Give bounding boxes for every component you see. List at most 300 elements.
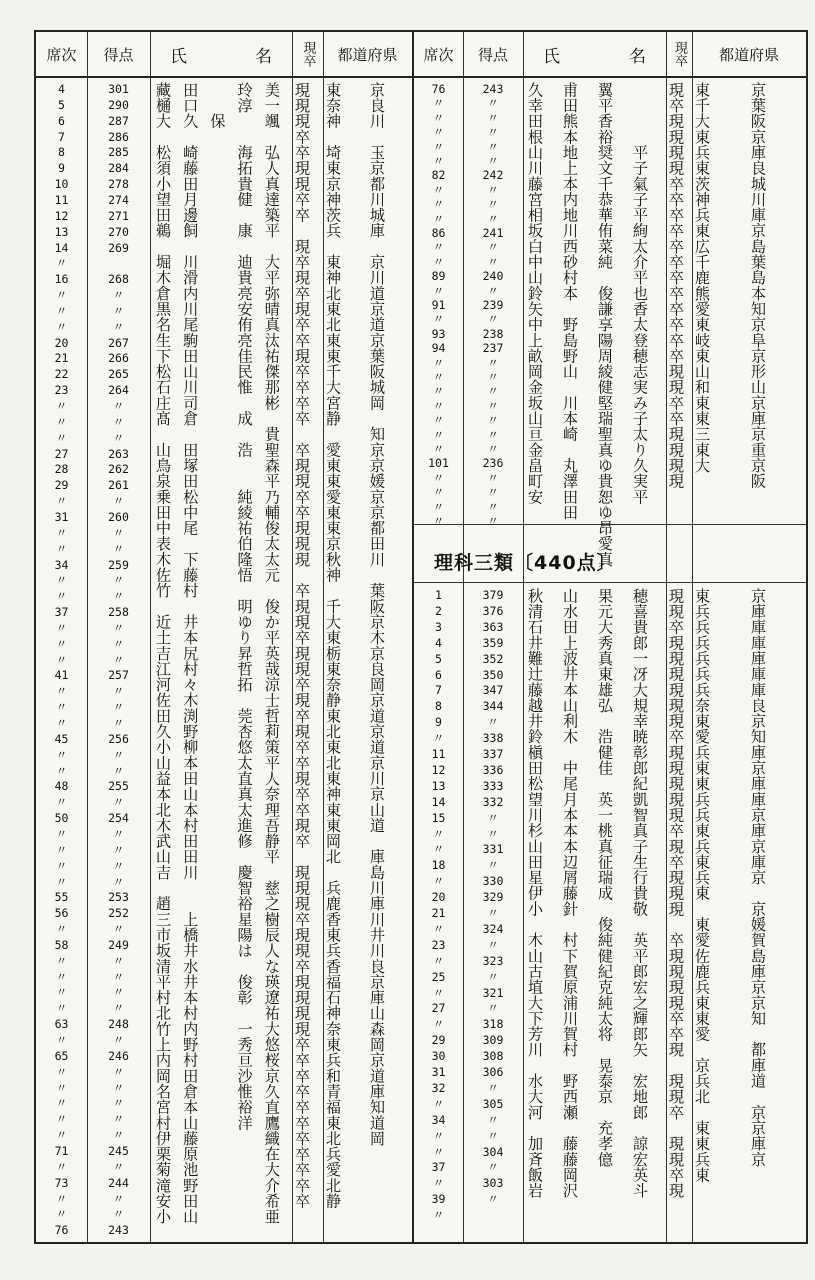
- rank-cell: 〃: [55, 399, 68, 413]
- score-cell: 〃: [112, 494, 125, 509]
- score-cell: 254: [108, 811, 129, 826]
- rank-cell: 18: [431, 858, 446, 873]
- rank-cell: 〃: [55, 303, 68, 318]
- score-cell: 285: [108, 145, 129, 160]
- rank-cell: 〃: [432, 1017, 445, 1032]
- score-cell: 〃: [112, 319, 125, 334]
- rank-cell: 〃: [432, 384, 445, 399]
- rank-cell: 〃: [55, 922, 68, 937]
- grid-line: [523, 32, 524, 1242]
- score-cell: 268: [108, 272, 129, 287]
- score-cell: 〃: [112, 620, 125, 635]
- score-cell: 〃: [487, 110, 499, 125]
- prefecture-column-section3: [693, 588, 805, 1242]
- prefecture-vertical-line: 京良川 玉京都川城庫 京川道京道京葉阪城岡 知京京媛京京都田川 葉阪京木京良岡京道京道京川京山道 庫島川庫川井川良京庫山森岡京道庫知道岡: [368, 82, 386, 1147]
- name-vertical-line: 秋清石井難辻藤越井鈴槇田松望川杉山田星伊小 木山古埴大下芳川 水大河 加斉飯岩: [526, 588, 544, 1199]
- rank-cell: 〃: [432, 921, 445, 936]
- score-cell: 332: [482, 794, 504, 809]
- rank-cell: 11: [54, 192, 69, 207]
- score-cell: 〃: [487, 283, 499, 298]
- score-cell: 237: [482, 341, 504, 356]
- score-cell: 〃: [487, 937, 499, 952]
- rank-cell: 16: [54, 272, 69, 287]
- score-cell: 261: [108, 478, 129, 493]
- score-cell: 〃: [112, 826, 125, 841]
- rank-cell: 10: [54, 177, 69, 192]
- rank-cell: 5: [58, 97, 65, 112]
- rank-cell: 34: [431, 1112, 446, 1127]
- score-cell: 〃: [487, 240, 499, 255]
- rank-cell: 〃: [432, 254, 445, 269]
- rank-cell: 〃: [55, 1128, 68, 1143]
- section-divider-bottom: [413, 582, 806, 583]
- rank-cell: 〃: [55, 620, 68, 635]
- prefecture-vertical-line: 京庫庫庫庫庫庫良京知庫京庫庫京庫京庫京 京媛賀島庫京京知 都庫道 京京庫京: [749, 588, 767, 1168]
- rank-cell: 〃: [55, 1080, 68, 1095]
- score-cell: 242: [482, 168, 504, 183]
- score-cell: 〃: [112, 1128, 125, 1143]
- rank-cell: 〃: [432, 1096, 445, 1111]
- rank-cell: 〃: [55, 1064, 68, 1079]
- prefecture-vertical-line: 京葉阪京庫良城川庫京島葉島本知京阜京形山京庫京重京阪: [749, 82, 767, 489]
- rank-cell: 〃: [432, 413, 445, 428]
- prefecture-column-right-top: [693, 82, 805, 522]
- results-table: [34, 30, 808, 1244]
- header-name-right: [523, 32, 666, 76]
- score-cell: 〃: [487, 1080, 499, 1095]
- rank-cell: 9: [435, 715, 442, 730]
- score-cell: 〃: [487, 514, 499, 528]
- name-vertical-line: 保: [208, 82, 227, 1147]
- rank-cell: 7: [435, 683, 442, 698]
- rank-cell: 〃: [432, 499, 445, 514]
- score-cell: 〃: [487, 499, 499, 514]
- rank-column-right-top: [414, 82, 463, 528]
- score-cell: 344: [482, 699, 504, 714]
- score-cell: 〃: [487, 810, 499, 825]
- rank-cell: 〃: [432, 826, 445, 841]
- score-cell: 〃: [112, 922, 125, 937]
- rank-cell: 〃: [432, 442, 445, 456]
- rank-cell: 23: [431, 937, 446, 952]
- header-rank-right: 席次: [423, 45, 454, 64]
- rank-cell: 〃: [432, 370, 445, 384]
- score-cell: 309: [482, 1033, 504, 1048]
- rank-cell: 〃: [55, 256, 68, 271]
- rank-cell: 94: [431, 341, 446, 356]
- score-cell: 287: [108, 113, 129, 128]
- score-cell: 〃: [487, 442, 499, 456]
- score-cell: 278: [108, 177, 129, 192]
- score-cell: 〃: [487, 197, 499, 212]
- score-cell: 350: [482, 667, 504, 682]
- rank-column: [36, 82, 87, 1242]
- score-cell: 321: [482, 985, 504, 1000]
- score-cell: 〃: [487, 355, 499, 370]
- rank-cell: 〃: [432, 1144, 445, 1159]
- rank-cell: 2: [435, 603, 442, 618]
- rank-cell: 〃: [55, 747, 68, 762]
- score-cell: 〃: [487, 312, 499, 327]
- score-cell: 284: [108, 161, 129, 176]
- score-cell: 252: [108, 906, 129, 921]
- score-cell: 238: [482, 326, 504, 341]
- prefecture-vertical-line: 東兵兵兵兵兵兵奈東愛兵東東兵兵東兵東兵東 東愛佐鹿兵東東愛 京兵北 東東兵東: [693, 588, 711, 1183]
- rank-cell: 20: [431, 890, 446, 905]
- score-cell: 248: [108, 1017, 129, 1032]
- rank-cell: 48: [54, 779, 69, 794]
- score-cell: 〃: [487, 211, 499, 226]
- rank-cell: 〃: [432, 110, 445, 125]
- rank-cell: 12: [431, 762, 446, 777]
- name-vertical-line: 翼平香裕奨文千恭華侑菜純 俊謙享陽周綾健堅瑞聖真ゆ貴恕ゆ昂愛真: [596, 82, 614, 568]
- rank-cell: 〃: [432, 985, 445, 1000]
- header-status-right: 現卒: [672, 41, 687, 67]
- rank-cell: 〃: [432, 139, 445, 154]
- rank-cell: 〃: [432, 470, 445, 485]
- score-cell: 359: [482, 635, 504, 650]
- prefecture-column: [324, 82, 412, 1242]
- score-cell: 269: [108, 240, 129, 255]
- score-cell: 262: [108, 462, 129, 477]
- score-cell: 290: [108, 97, 129, 112]
- prefecture-vertical-line: 東千大東兵東茨神兵東広千鹿熊愛東岐東山和東東三東大: [693, 82, 711, 474]
- rank-cell: 13: [54, 224, 69, 239]
- score-cell: 265: [108, 367, 129, 382]
- rank-cell: 28: [54, 462, 69, 477]
- name-vertical-line: 田口久 崎藤田月邊飼 川滑内川尾駒田山川司倉 田塚田松中尾 下藤村 井本尻村々木渕野柳本田山本村田田川 上橋井水井本村内野村田倉本山藤原池野田山: [181, 82, 200, 1225]
- score-cell: 〃: [487, 370, 499, 384]
- rank-cell: 〃: [432, 842, 445, 857]
- rank-cell: 31: [431, 1065, 446, 1079]
- score-cell: 〃: [112, 874, 125, 889]
- score-cell: 〃: [112, 636, 125, 651]
- score-cell: 〃: [112, 303, 125, 318]
- rank-cell: 〃: [432, 197, 445, 212]
- rank-cell: 8: [58, 145, 65, 160]
- rank-cell: 〃: [432, 125, 445, 140]
- name-vertical-line: 平子氣子平絢太介平也香太登穂志実み子太り久実平: [631, 82, 649, 505]
- header-prefecture: 都道府県: [337, 45, 398, 64]
- score-cell: 〃: [112, 288, 125, 303]
- score-cell: 〃: [487, 906, 499, 920]
- rank-cell: 〃: [55, 1191, 68, 1206]
- score-column-right-top: [463, 82, 523, 528]
- rank-cell: 〃: [432, 731, 445, 746]
- score-cell: 〃: [112, 763, 125, 778]
- score-cell: 270: [108, 224, 129, 239]
- score-cell: 324: [482, 921, 504, 936]
- rank-cell: 23: [54, 383, 69, 398]
- score-cell: 244: [108, 1175, 129, 1190]
- rank-cell: 4: [58, 82, 65, 96]
- status-column-section3: [667, 588, 692, 1242]
- name-column-right-top: [526, 82, 666, 568]
- status-column: [293, 82, 323, 1242]
- rank-cell: 65: [54, 1048, 69, 1063]
- score-cell: 305: [482, 1096, 504, 1111]
- rank-column-section3: [414, 588, 463, 1242]
- header-divider: [36, 76, 806, 78]
- score-cell: 〃: [112, 414, 125, 429]
- score-cell: 301: [108, 82, 129, 96]
- score-cell: 〃: [112, 652, 125, 667]
- rank-cell: 〃: [432, 240, 445, 255]
- score-cell: 236: [482, 456, 504, 471]
- score-cell: 〃: [487, 715, 499, 730]
- rank-cell: 39: [431, 1192, 446, 1207]
- rank-cell: 〃: [55, 589, 68, 604]
- rank-cell: 91: [431, 298, 446, 312]
- rank-cell: 50: [54, 811, 69, 826]
- score-cell: 〃: [487, 254, 499, 269]
- score-cell: 243: [108, 1223, 129, 1238]
- score-cell: 〃: [112, 573, 125, 588]
- rank-cell: 20: [54, 335, 69, 350]
- prefecture-vertical-line: 東奈神 埼東京神茨兵 東神北東北東東千大宮静 愛東東愛東東京秋神 千大東栃東奈静東北東北東神東東岡北 兵鹿香東兵香福石神奈東兵和青福東北兵愛北静: [324, 82, 342, 1209]
- score-cell: 〃: [112, 430, 125, 445]
- rank-cell: 〃: [55, 969, 68, 984]
- score-cell: 257: [108, 668, 129, 683]
- score-cell: 〃: [487, 1192, 499, 1207]
- score-cell: 333: [482, 778, 504, 793]
- score-cell: 〃: [112, 1001, 125, 1016]
- score-cell: 〃: [112, 795, 125, 810]
- status-column-right-top: [667, 82, 692, 522]
- rank-cell: 13: [431, 778, 446, 793]
- rank-cell: 〃: [432, 1176, 445, 1191]
- rank-cell: 31: [54, 509, 69, 524]
- header-name: [150, 32, 292, 76]
- header-score-right: 得点: [477, 45, 508, 64]
- score-cell: 〃: [112, 1033, 125, 1047]
- name-vertical-line: 果元大秀真東雄弘 浩健佳 英一桃真征瑞成 俊純健紀克純太将 晃泰京 充孝億: [596, 588, 614, 1168]
- score-cell: 〃: [112, 747, 125, 762]
- name-column: [154, 82, 290, 1242]
- rank-cell: 〃: [55, 573, 68, 588]
- rank-cell: 58: [54, 937, 69, 952]
- score-cell: 〃: [112, 1207, 125, 1222]
- name-vertical-line: 藏樋大 松須小望田鵜 堀木倉黒名生下松石庄髙 山鳥泉乗田中表木佐竹 近土吉江河佐田久小山益本北木武山吉 趙三市坂清平村北竹上内岡名宮村伊栗菊滝安小: [154, 82, 172, 1225]
- rank-cell: 〃: [55, 858, 68, 873]
- score-cell: 〃: [112, 525, 125, 540]
- rank-cell: 〃: [55, 541, 68, 556]
- header-prefecture-right: 都道府県: [718, 45, 779, 64]
- rank-cell: 101: [428, 456, 449, 471]
- score-cell: 〃: [112, 684, 125, 699]
- rank-cell: 〃: [432, 355, 445, 370]
- rank-cell: 〃: [55, 1112, 68, 1127]
- rank-cell: 34: [54, 557, 69, 572]
- rank-cell: 55: [54, 890, 69, 905]
- rank-cell: 9: [58, 161, 65, 176]
- score-cell: 〃: [112, 985, 125, 1000]
- rank-cell: 〃: [55, 1001, 68, 1016]
- rank-cell: 〃: [55, 842, 68, 857]
- score-cell: 253: [108, 890, 129, 905]
- score-cell: 263: [108, 446, 129, 461]
- rank-cell: 〃: [432, 96, 445, 111]
- rank-cell: 〃: [55, 430, 68, 445]
- score-cell: 246: [108, 1048, 129, 1063]
- score-cell: 286: [108, 129, 129, 144]
- rank-cell: 3: [435, 619, 442, 634]
- rank-cell: 76: [431, 82, 446, 96]
- score-cell: 308: [482, 1049, 504, 1064]
- header-status: 現卒: [300, 41, 316, 67]
- name-vertical-line: 美一颯 弘人真達築平 大平弥晴真汰祐傑那彬 貴聖森平乃輔俊太太元 俊か平英哉涼士哲莉策平人奈理吾静平 慈之樹辰人な瑛遼祐大悠桜京久直鷹織在大介希亜: [262, 82, 281, 1225]
- score-cell: 379: [482, 588, 504, 602]
- score-cell: 〃: [487, 1001, 499, 1016]
- score-cell: 347: [482, 683, 504, 698]
- score-cell: 〃: [487, 858, 499, 873]
- rank-cell: 12: [54, 208, 69, 223]
- rank-cell: 1: [435, 588, 442, 602]
- rank-cell: 45: [54, 731, 69, 746]
- grid-line: [150, 32, 151, 1242]
- rank-cell: 11: [431, 747, 446, 761]
- score-cell: 〃: [112, 399, 125, 413]
- score-cell: 〃: [487, 139, 499, 154]
- rank-cell: 〃: [55, 763, 68, 778]
- rank-cell: 27: [54, 446, 69, 461]
- score-cell: 〃: [112, 1080, 125, 1095]
- rank-cell: 21: [54, 351, 69, 366]
- header-rank: 席次: [46, 45, 77, 64]
- score-cell: 〃: [112, 716, 125, 730]
- rank-cell: 〃: [432, 283, 445, 298]
- score-cell: 〃: [112, 1159, 125, 1174]
- rank-cell: 〃: [432, 182, 445, 197]
- rank-cell: 15: [431, 810, 446, 825]
- rank-cell: 〃: [432, 211, 445, 226]
- score-cell: 〃: [112, 858, 125, 873]
- header-name-2: 名: [255, 46, 272, 67]
- score-cell: 〃: [487, 96, 499, 111]
- rank-cell: 〃: [432, 953, 445, 968]
- name-vertical-line: 甫田熊本地上本内地川西砂村本 野島野山 川本崎 丸澤田田: [561, 82, 579, 521]
- rank-cell: 〃: [55, 1096, 68, 1111]
- score-cell: 239: [482, 298, 504, 312]
- rank-cell: 〃: [55, 288, 68, 303]
- rank-cell: 〃: [55, 874, 68, 889]
- section-title: 理科三類〔440点〕: [434, 552, 617, 574]
- score-cell: 〃: [487, 470, 499, 485]
- score-cell: 260: [108, 509, 129, 524]
- rank-cell: 〃: [432, 312, 445, 327]
- rank-cell: 21: [431, 906, 446, 920]
- rank-cell: 4: [435, 635, 442, 650]
- score-cell: 245: [108, 1143, 129, 1158]
- rank-cell: 73: [54, 1175, 69, 1190]
- rank-cell: 89: [431, 269, 446, 284]
- rank-cell: 〃: [55, 494, 68, 509]
- score-column-section3: [463, 588, 523, 1242]
- score-cell: 323: [482, 953, 504, 968]
- score-column: [87, 82, 150, 1242]
- score-cell: 〃: [112, 842, 125, 857]
- rank-cell: 〃: [55, 795, 68, 810]
- rank-cell: 〃: [55, 985, 68, 1000]
- score-cell: 241: [482, 226, 504, 240]
- score-cell: 〃: [487, 154, 499, 168]
- score-cell: 〃: [112, 1191, 125, 1206]
- score-cell: 304: [482, 1144, 504, 1159]
- score-cell: 〃: [112, 1112, 125, 1127]
- score-cell: 318: [482, 1017, 504, 1032]
- score-cell: 249: [108, 937, 129, 952]
- rank-cell: 〃: [432, 514, 445, 528]
- score-cell: 256: [108, 731, 129, 746]
- rank-cell: 56: [54, 906, 69, 921]
- score-cell: 〃: [487, 826, 499, 841]
- rank-cell: 63: [54, 1017, 69, 1032]
- rank-cell: 〃: [432, 485, 445, 500]
- score-cell: 〃: [112, 541, 125, 556]
- rank-cell: 5: [435, 651, 442, 666]
- rank-cell: 〃: [55, 953, 68, 968]
- header-score: 得点: [103, 45, 134, 64]
- score-cell: 274: [108, 192, 129, 207]
- score-cell: 〃: [487, 969, 499, 984]
- score-cell: 306: [482, 1065, 504, 1079]
- score-cell: 331: [482, 842, 504, 857]
- score-cell: 〃: [112, 589, 125, 604]
- rank-cell: 〃: [432, 154, 445, 168]
- score-cell: 243: [482, 82, 504, 96]
- score-cell: 〃: [487, 427, 499, 442]
- score-cell: 352: [482, 651, 504, 666]
- score-cell: 330: [482, 874, 504, 889]
- rank-cell: 14: [54, 240, 69, 255]
- rank-cell: 32: [431, 1080, 446, 1095]
- rank-cell: 〃: [55, 636, 68, 651]
- rank-cell: 〃: [55, 1207, 68, 1222]
- header-name-1: 氏: [170, 46, 187, 67]
- score-cell: 259: [108, 557, 129, 572]
- score-cell: 〃: [487, 384, 499, 399]
- score-cell: 〃: [487, 182, 499, 197]
- score-cell: 〃: [487, 485, 499, 500]
- score-cell: 〃: [487, 1112, 499, 1127]
- rank-cell: 29: [54, 478, 69, 493]
- score-cell: 〃: [112, 953, 125, 968]
- score-cell: 〃: [487, 413, 499, 428]
- rank-cell: 25: [431, 969, 446, 984]
- score-cell: 338: [482, 731, 504, 746]
- rank-cell: 〃: [55, 319, 68, 334]
- rank-cell: 27: [431, 1001, 446, 1016]
- score-cell: 264: [108, 383, 129, 398]
- rank-cell: 〃: [55, 652, 68, 667]
- score-cell: 258: [108, 605, 129, 620]
- rank-cell: 〃: [55, 684, 68, 699]
- score-cell: 271: [108, 208, 129, 223]
- rank-cell: 37: [431, 1160, 446, 1175]
- rank-cell: 93: [431, 326, 446, 341]
- rank-cell: 〃: [55, 1033, 68, 1047]
- score-cell: 〃: [112, 1096, 125, 1111]
- header-name-2: 名: [629, 46, 646, 67]
- score-cell: 266: [108, 351, 129, 366]
- rank-cell: 41: [54, 668, 69, 683]
- rank-cell: 82: [431, 168, 446, 183]
- rank-cell: 29: [431, 1033, 446, 1048]
- name-vertical-line: 玲淳 海拓貴健 康 迪貴亮安侑亮佳民惟 成 浩 純綾祐伯隆悟 明ゆり昇哲拓 莞杏悠太直真太進修 慶智裕星陽は 俊彰 一秀亘沙惟裕洋: [235, 82, 254, 1131]
- rank-cell: 30: [431, 1049, 446, 1064]
- score-cell: 267: [108, 335, 129, 350]
- score-cell: 255: [108, 779, 129, 794]
